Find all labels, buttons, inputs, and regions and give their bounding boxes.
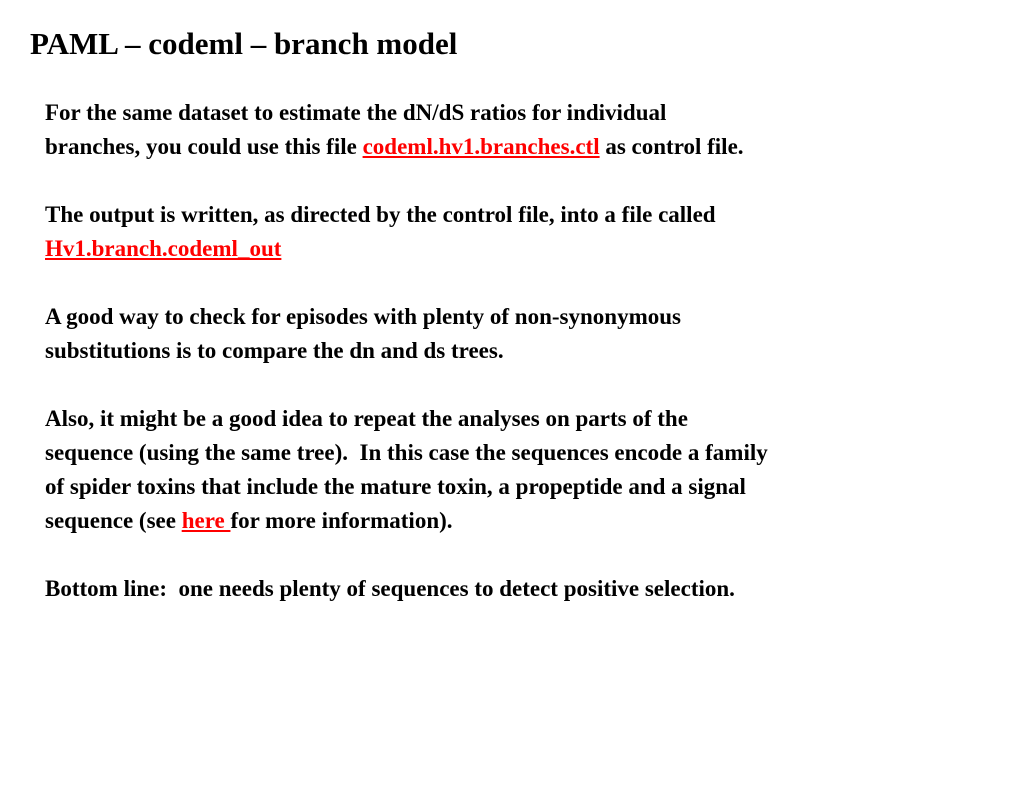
paragraph-output-file: [45, 198, 1005, 266]
text-line: substitutions is to compare the dn and ds trees.: [45, 338, 504, 363]
text-line: [45, 232, 1005, 266]
text-line: A good way to check for episodes with plenty of non-synonymous: [45, 304, 681, 329]
text-fragment: sequence (see: [45, 508, 182, 533]
paragraph-bottom-line: [45, 572, 1005, 606]
text-line: [45, 504, 1005, 538]
slide-body: [45, 96, 1005, 640]
here-link[interactable]: here: [181, 508, 231, 533]
control-file-link[interactable]: codeml.hv1.branches.ctl: [362, 134, 600, 159]
text-line: of spider toxins that include the mature toxin, a propeptide and a signal: [45, 474, 746, 499]
text-line: [45, 130, 1005, 164]
text-fragment: as control file.: [599, 134, 744, 159]
paragraph-dn-ds-trees: [45, 300, 1005, 368]
text-line: sequence (using the same tree). In this case the sequences encode a family: [45, 440, 768, 465]
text-line: The output is written, as directed by the control file, into a file called: [45, 202, 716, 227]
text-fragment: for more information).: [230, 508, 453, 533]
text-line: Bottom line: one needs plenty of sequences to detect positive selection.: [45, 576, 735, 601]
paragraph-control-file: [45, 96, 1005, 164]
text-line: For the same dataset to estimate the dN/dS ratios for individual: [45, 100, 667, 125]
text-line: Also, it might be a good idea to repeat the analyses on parts of the: [45, 406, 688, 431]
slide-title: PAML – codeml – branch model: [30, 26, 458, 61]
output-file-link[interactable]: Hv1.branch.codeml_out: [45, 236, 282, 261]
paragraph-repeat-analyses: [45, 402, 1005, 538]
text-fragment: branches, you could use this file: [45, 134, 363, 159]
